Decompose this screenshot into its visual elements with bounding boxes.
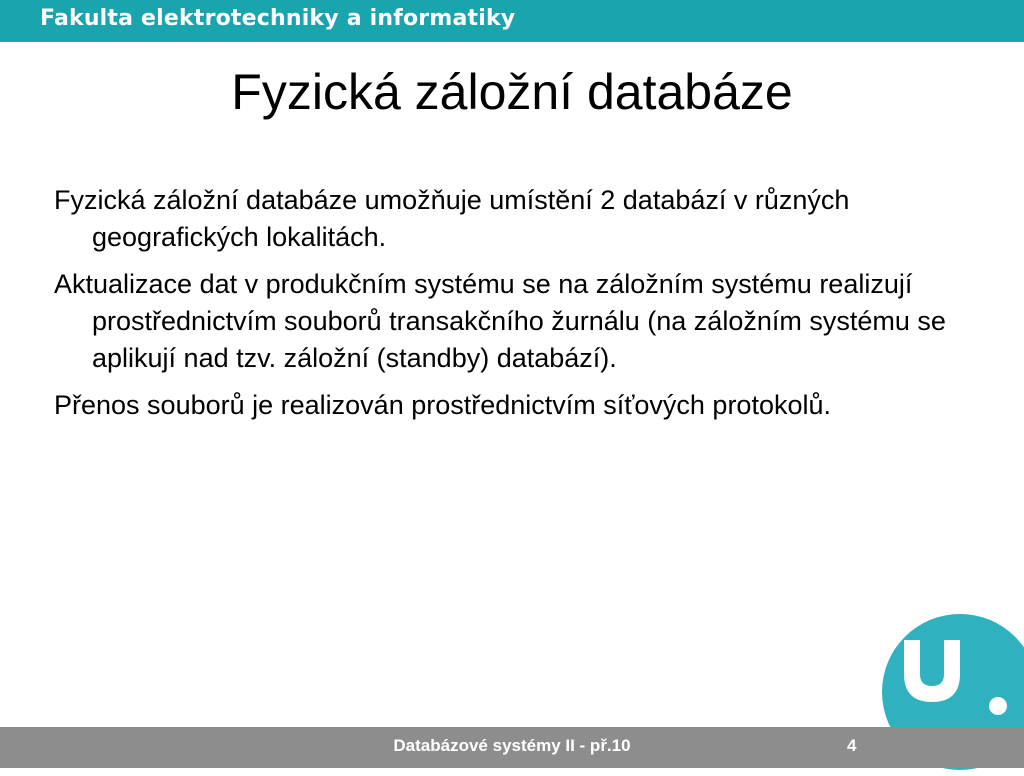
bullet-item: Aktualizace dat v produkčním systému se na záložním systému realizují prostřednictvím souborů transakčního žurnálu (na záložním systému se aplikují nad tzv. záložní (standby) databází).	[54, 269, 946, 373]
bullet-item: Přenos souborů je realizován prostřednictvím síťových protokolů.	[54, 390, 832, 420]
slide-content	[54, 182, 974, 434]
footer-bar	[0, 727, 1024, 768]
course-title: Databázové systémy II - př.10	[393, 736, 631, 755]
header-bar	[0, 0, 1024, 42]
faculty-name: Fakulta elektrotechniky a informatiky	[40, 6, 516, 31]
slide-title: Fyzická záložní databáze	[231, 64, 793, 120]
bullet-item: Fyzická záložní databáze umožňuje umístění 2 databází v různých geografických lokalitách.	[54, 185, 850, 252]
page-number: 4	[847, 736, 857, 755]
